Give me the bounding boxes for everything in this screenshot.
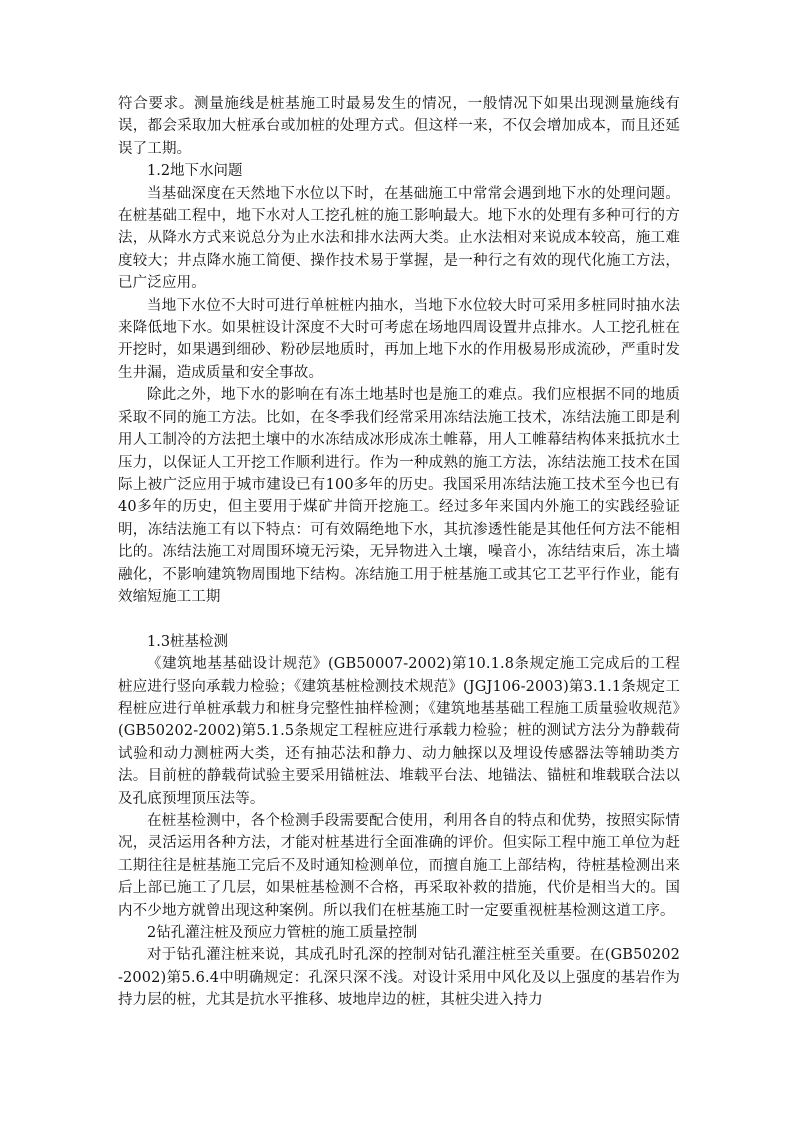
paragraph-1-2-a: 当基础深度在天然地下水位以下时，在基础施工中常常会遇到地下水的处理问题。在桩基础工程中，地下水对人工挖孔桩的施工影响最大。地下水的处理有多种可行的方法，从降水方式来说总分为止水法和排水法两大类。止水法相对来说成本较高，施工难度较大；井点降水施工简便、操作技术易于掌握，是一种行之有效的现代化施工方法，已广泛应用。 <box>118 185 680 292</box>
section-heading-1-3: 1.3桩基检测 <box>147 633 229 650</box>
section-heading-1-2: 1.2地下水问题 <box>147 163 243 180</box>
paragraph-1-3-a: 《建筑地基基础设计规范》(GB50007-2002)第10.1.8条规定施工完成后的工程桩应进行竖向承载力检验；《建筑基桩检测技术规范》(JGJ106-2003)第3.1.1条规定工程桩应进行单桩承载力和桩身完整性抽样检测；《建筑地基基础工程施工质量验收规范》(GB50202-2002)第5.1.5条规定工程桩应进行承载力检验；桩的测试方法分为静载荷试验和动力测桩两大类，还有抽芯法和静力、动力触探以及埋设传感器法等辅助类方法。目前桩的静载荷试验主要采用锚桩法、堆载平台法、地锚法、锚桩和堆载联合法以及孔底预埋顶压法等。 <box>118 656 680 807</box>
paragraph-2-a: 对于钻孔灌注桩来说，其成孔时孔深的控制对钻孔灌注桩至关重要。在(GB50202-2002)第5.6.4中明确规定：孔深只深不浅。对设计采用中风化及以上强度的基岩作为持力层的桩，尤其是抗水平推移、坡地岸边的桩，其桩尖进入持力 <box>118 947 680 1009</box>
paragraph-1-2-b: 当地下水位不大时可进行单桩桩内抽水，当地下水位较大时可采用多桩同时抽水法来降低地下水。如果桩设计深度不大时可考虑在场地四周设置井点排水。人工挖孔桩在开挖时，如果遇到细砂、粉砂层地质时，再加上地下水的作用极易形成流砂，严重时发生井漏，造成质量和安全事故。 <box>118 297 680 381</box>
blank-line <box>118 608 680 630</box>
paragraph-1-3-b: 在桩基检测中，各个检测手段需要配合使用，利用各自的特点和优势，按照实际情况，灵活运用各种方法，才能对桩基进行全面准确的评价。但实际工程中施工单位为赶工期往往是桩基施工完后不及时通知检测单位，而擅自施工上部结构，待桩基检测出来后上部已施工了几层，如果桩基检测不合格，再采取补救的措施，代价是相当大的。国内不少地方就曾出现这种案例。所以我们在桩基施工时一定要重视桩基检测这道工序。 <box>118 812 680 919</box>
section-heading-2: 2钻孔灌注桩及预应力管桩的施工质量控制 <box>147 925 418 942</box>
paragraph-1-2-c: 除此之外，地下水的影响在有冻土地基时也是施工的难点。我们应根据不同的地质采取不同的施工方法。比如，在冬季我们经常采用冻结法施工技术，冻结法施工即是利用人工制冷的方法把土壤中的水冻结成冰形成冻土帷幕，用人工帷幕结构体来抵抗水土压力，以保证人工开挖工作顺利进行。作为一种成熟的施工方法，冻结法施工技术在国际上被广泛应用于城市建设已有100多年的历史。我国采用冻结法施工技术至今也已有40多年的历史，但主要用于煤矿井筒开挖施工。经过多年来国内外施工的实践经验证明，冻结法施工有以下特点：可有效隔绝地下水，其抗渗透性能是其他任何方法不能相比的。冻结法施工对周围环境无污染，无异物进入土壤，噪音小，冻结结束后，冻土墙融化，不影响建筑物周围地下结构。冻结施工用于桩基施工或其它工艺平行作业，能有效缩短施工工期 <box>118 387 680 605</box>
document-page <box>118 93 680 1012</box>
intro-paragraph: 符合要求。测量施线是桩基施工时最易发生的情况，一般情况下如果出现测量施线有误，都会采取加大桩承台或加桩的处理方式。但这样一来，不仅会增加成本，而且还延误了工期。 <box>118 96 680 157</box>
